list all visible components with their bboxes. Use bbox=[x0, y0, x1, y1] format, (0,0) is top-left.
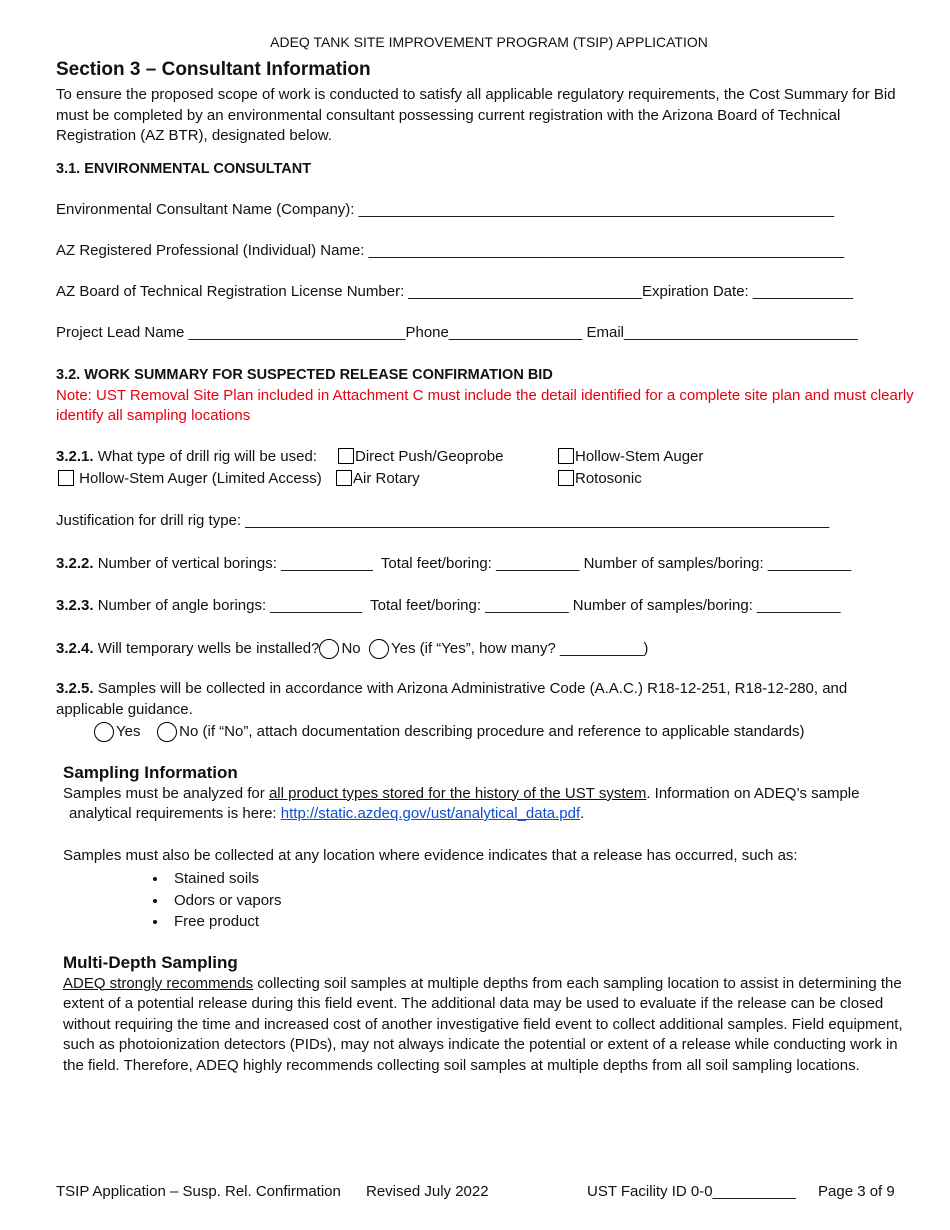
radio-yes-icon[interactable] bbox=[369, 639, 389, 659]
list-item: • Stained soils bbox=[168, 869, 916, 890]
radio-yes-label[interactable]: Yes bbox=[116, 723, 141, 740]
company-field[interactable]: Environmental Consultant Name (Company): _________________________________________________________ bbox=[56, 200, 835, 218]
multi-depth-heading: Multi-Depth Sampling bbox=[63, 952, 238, 972]
samples-question: 3.2.5. Samples will be collected in accordance with Arizona Administrative Code (A.A.C.) R18-12-251, R18-12-280, and applicable guidance. bbox=[56, 680, 848, 718]
temp-wells-row: 3.2.4. Will temporary wells be installed? No Yes (if “Yes”, how many? __________) bbox=[56, 639, 649, 657]
phone-field[interactable]: Phone________________ bbox=[405, 323, 583, 341]
evidence-list bbox=[56, 869, 916, 933]
option-direct-push[interactable]: Direct Push/Geoprobe bbox=[338, 447, 503, 468]
vertical-borings-row[interactable]: 3.2.2. Number of vertical borings: ___________ Total feet/boring: __________ Number of samples/boring: __________ bbox=[56, 554, 852, 572]
option-hollow-stem[interactable]: Hollow-Stem Auger bbox=[558, 447, 703, 468]
radio-no-icon[interactable] bbox=[319, 639, 339, 659]
sampling-heading: Sampling Information bbox=[63, 762, 238, 782]
angle-borings-row[interactable]: 3.2.3. Number of angle borings: ___________ Total feet/boring: __________ Number of samples/boring: __________ bbox=[56, 597, 841, 614]
list-item: • Free product bbox=[168, 912, 916, 933]
consultant-heading: 3.1. ENVIRONMENTAL CONSULTANT bbox=[56, 160, 312, 177]
list-item: • Odors or vapors bbox=[168, 891, 916, 912]
sampling-paragraph-2: Samples must also be collected at any location where evidence indicates that a release has occurred, such as: bbox=[63, 846, 798, 864]
checkbox-icon[interactable] bbox=[58, 470, 74, 486]
radio-no-icon[interactable] bbox=[157, 722, 177, 742]
sampling-paragraph-1: Samples must be analyzed for all product types stored for the history of the UST system. Information on ADEQ’s sample bbox=[63, 784, 860, 802]
checkbox-icon[interactable] bbox=[558, 470, 574, 486]
license-row bbox=[56, 282, 916, 303]
lead-row bbox=[56, 323, 916, 344]
option-hollow-stem-limited[interactable]: Hollow-Stem Auger (Limited Access) bbox=[58, 469, 322, 490]
q1-text: 3.2.1. What type of drill rig will be used: bbox=[56, 447, 317, 465]
professional-field[interactable]: AZ Registered Professional (Individual) Name: _________________________________________________________ bbox=[56, 241, 845, 259]
footer-app: TSIP Application – Susp. Rel. Confirmation bbox=[56, 1183, 341, 1200]
section-title: Section 3 – Consultant Information bbox=[56, 59, 371, 80]
checkbox-icon[interactable] bbox=[336, 470, 352, 486]
samples-options bbox=[56, 722, 916, 743]
section-intro: To ensure the proposed scope of work is conducted to satisfy all applicable regulatory requirements, the Cost Summary for Bid must be completed by an environmental consultant possessing current registration with the Arizona Board of Technical Registration (AZ BTR), designated below. bbox=[56, 86, 896, 144]
radio-yes-icon[interactable] bbox=[94, 722, 114, 742]
page-header: ADEQ TANK SITE IMPROVEMENT PROGRAM (TSIP) APPLICATION bbox=[270, 34, 708, 50]
license-field[interactable]: AZ Board of Technical Registration License Number: ____________________________ bbox=[56, 282, 642, 300]
option-air-rotary[interactable]: Air Rotary bbox=[336, 469, 420, 490]
checkbox-icon[interactable] bbox=[338, 448, 354, 464]
radio-no-label[interactable]: No (if “No”, attach documentation describing procedure and reference to applicable standards) bbox=[179, 723, 805, 740]
option-rotosonic[interactable]: Rotosonic bbox=[558, 469, 642, 490]
email-field[interactable]: Email____________________________ bbox=[586, 323, 858, 341]
analytical-data-link[interactable]: http://static.azdeq.gov/ust/analytical_data.pdf bbox=[280, 805, 581, 822]
form-content bbox=[56, 56, 916, 1076]
radio-yes-label[interactable]: Yes (if “Yes”, how many? __________) bbox=[390, 639, 649, 657]
site-plan-note: Note: UST Removal Site Plan included in Attachment C must include the detail identified for a complete site plan and must clearly identify all sampling locations bbox=[56, 386, 914, 424]
project-lead-field[interactable]: Project Lead Name __________________________ bbox=[56, 323, 406, 341]
footer-facility-id[interactable]: UST Facility ID 0-0__________ bbox=[587, 1183, 797, 1200]
footer-page-number: Page 3 of 9 bbox=[818, 1183, 895, 1200]
expiration-field[interactable]: Expiration Date: ____________ bbox=[641, 282, 853, 300]
checkbox-icon[interactable] bbox=[558, 448, 574, 464]
footer-revised: Revised July 2022 bbox=[366, 1183, 489, 1200]
sampling-paragraph-1-cont: analytical requirements is here: http://static.azdeq.gov/ust/analytical_data.pdf. bbox=[69, 805, 585, 822]
work-summary-heading: 3.2. WORK SUMMARY FOR SUSPECTED RELEASE CONFIRMATION BID bbox=[56, 367, 553, 383]
radio-no-label[interactable]: No bbox=[341, 639, 361, 657]
drill-rig-question bbox=[56, 447, 916, 491]
multi-depth-paragraph: ADEQ strongly recommends collecting soil samples at multiple depths from each sampling location to assist in determining the extent of a potential release during this field event. The additional data may be used to evaluate if the release can be closed without requiring the time and increased cost of another investigative field event to collect additional samples. Field equipment, such as photoionization detectors (PIDs), may not always indicate the potential or extent of a release while conducting work in the field. Therefore, ADEQ highly recommends collecting soil samples at multiple depths from all soil sampling locations. bbox=[63, 974, 903, 1074]
justification-field[interactable]: Justification for drill rig type: ______________________________________________________________________ bbox=[56, 512, 830, 529]
